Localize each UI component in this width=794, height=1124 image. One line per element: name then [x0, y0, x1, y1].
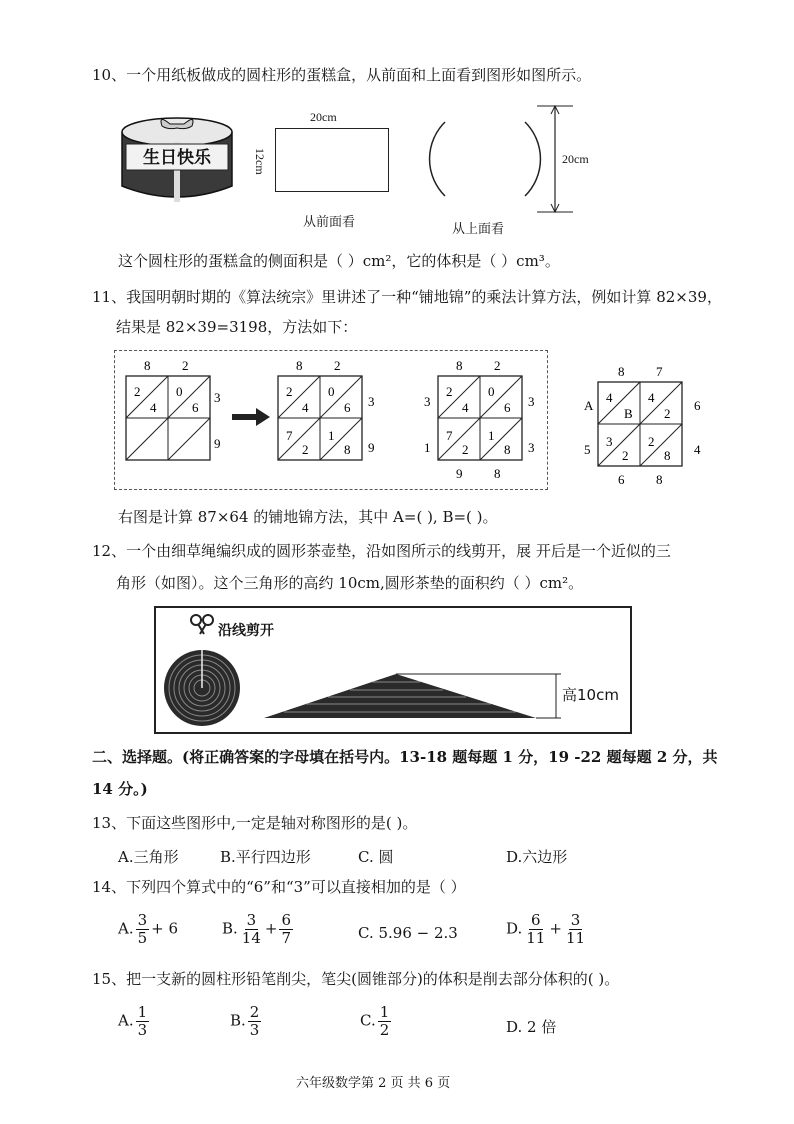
svg-text:5: 5: [584, 442, 591, 457]
scissors-icon: [191, 615, 213, 634]
q13-option-a: A.三角形: [118, 848, 179, 866]
svg-text:8: 8: [664, 448, 671, 463]
grid-87x64: [584, 364, 701, 487]
svg-text:3: 3: [606, 434, 613, 449]
q14-stem: 14、下列四个算式中的“6”和“3”可以直接相加的是（ ）: [92, 878, 466, 896]
svg-text:9: 9: [214, 436, 221, 451]
svg-text:3: 3: [528, 440, 535, 455]
top-diameter-label: 20cm: [562, 152, 589, 166]
grid-step-1: [126, 358, 221, 460]
pudijin-grids: [114, 356, 754, 496]
section2-heading-line2: 14 分。): [92, 780, 148, 798]
svg-text:6: 6: [504, 400, 511, 415]
svg-text:3: 3: [528, 394, 535, 409]
q14-option-a: A. $\frac{3}{5}$ + 6: [118, 911, 179, 947]
svg-text:4: 4: [648, 390, 655, 405]
front-caption: 从前面看: [303, 215, 356, 230]
svg-text:9: 9: [368, 440, 375, 455]
svg-text:6: 6: [618, 472, 625, 487]
q15-stem: 15、把一支新的圆柱形铅笔削尖，笔尖(圆锥部分)的体积是削去部分体积的( )。: [92, 970, 620, 988]
q13-stem: 13、下面这些图形中,一定是轴对称图形的是( )。: [92, 814, 418, 832]
svg-text:2: 2: [334, 358, 341, 373]
svg-text:4: 4: [694, 442, 701, 457]
svg-text:2: 2: [648, 434, 655, 449]
cake-box-illustration: [118, 112, 238, 208]
svg-text:6: 6: [344, 400, 351, 415]
cake-label: 生日快乐: [143, 148, 211, 167]
coiled-mat-circle: [164, 650, 240, 726]
svg-text:8: 8: [296, 358, 303, 373]
page-footer: 六年级数学第 2 页 共 6 页: [296, 1076, 451, 1091]
svg-text:2: 2: [462, 442, 469, 457]
top-caption: 从上面看: [452, 222, 505, 237]
svg-text:4: 4: [462, 400, 469, 415]
height-label: 高10cm: [562, 686, 619, 704]
svg-text:2: 2: [494, 358, 501, 373]
q13-option-c: C. 圆: [358, 848, 394, 866]
top-view-circle: [425, 100, 585, 222]
svg-text:8: 8: [504, 442, 511, 457]
svg-text:3: 3: [424, 394, 431, 409]
svg-text:8: 8: [456, 358, 463, 373]
section2-heading-line1: 二、选择题。(将正确答案的字母填在括号内。13-18 题每题 1 分，19 -22 题每题 2 分，共: [92, 748, 718, 766]
svg-text:8: 8: [656, 472, 663, 487]
svg-text:3: 3: [368, 394, 375, 409]
svg-text:8: 8: [144, 358, 151, 373]
svg-text:2: 2: [302, 442, 309, 457]
grid-step-3: [424, 358, 535, 481]
q14-option-c: C. 5.96 − 2.3: [358, 924, 458, 942]
front-height-label: 12cm: [253, 148, 267, 175]
svg-text:1: 1: [328, 428, 335, 443]
svg-text:4: 4: [150, 400, 157, 415]
grid-step-2: [278, 358, 375, 460]
svg-text:8: 8: [494, 466, 501, 481]
svg-text:2: 2: [446, 384, 453, 399]
q12-stem-line2: 角形（如图）。这个三角形的高约 10cm,圆形茶垫的面积约（ ）cm²。: [116, 574, 584, 592]
svg-text:7: 7: [286, 428, 293, 443]
svg-text:2: 2: [182, 358, 189, 373]
svg-text:0: 0: [488, 384, 495, 399]
q14-option-d: D. $\frac{6}{11}$ + $\frac{3}{11}$: [506, 911, 586, 947]
q11-stem-line2: 结果是 82×39=3198，方法如下：: [116, 318, 358, 336]
front-width-label: 20cm: [310, 110, 337, 124]
svg-text:B: B: [624, 406, 633, 421]
svg-text:2: 2: [134, 384, 141, 399]
svg-text:1: 1: [488, 428, 495, 443]
svg-text:3: 3: [214, 390, 221, 405]
svg-text:9: 9: [456, 466, 463, 481]
q10-answer-line: 这个圆柱形的蛋糕盒的侧面积是（ ）cm²，它的体积是（ ）cm³。: [118, 252, 560, 270]
svg-text:7: 7: [446, 428, 453, 443]
svg-text:2: 2: [664, 406, 671, 421]
front-view-rectangle: [275, 128, 389, 192]
unrolled-triangle: [264, 674, 536, 718]
q11-stem-line1: 11、我国明朝时期的《算法统宗》里讲述了一种“铺地锦”的乘法计算方法，例如计算 82×39，: [92, 288, 722, 306]
svg-text:4: 4: [606, 390, 613, 405]
q15-option-c: C. $\frac{1}{2}$: [360, 1003, 390, 1039]
svg-text:7: 7: [656, 364, 663, 379]
q12-stem-line1: 12、一个由细草绳编织成的圆形茶壶垫，沿如图所示的线剪开，展 开后是一个近似的三: [92, 542, 671, 560]
q10-stem: 10、一个用纸板做成的圆柱形的蛋糕盒，从前面和上面看到图形如图所示。: [92, 66, 592, 84]
q15-option-d: D. 2 倍: [506, 1018, 557, 1036]
q15-option-b: B. $\frac{2}{3}$: [230, 1003, 260, 1039]
svg-text:8: 8: [344, 442, 351, 457]
svg-text:0: 0: [176, 384, 183, 399]
q13-option-d: D.六边形: [506, 848, 568, 866]
svg-text:4: 4: [302, 400, 309, 415]
q11-answer-line: 右图是计算 87×64 的铺地锦方法，其中 A=( ), B=( )。: [118, 508, 498, 526]
svg-text:6: 6: [192, 400, 199, 415]
q13-option-b: B.平行四边形: [220, 848, 311, 866]
svg-text:6: 6: [694, 398, 701, 413]
cut-label: 沿线剪开: [218, 623, 274, 639]
q14-option-b: B. $\frac{3}{14}$ + $\frac{6}{7}$: [222, 911, 292, 947]
teapot-mat-figure: [154, 606, 632, 734]
svg-text:0: 0: [328, 384, 335, 399]
svg-text:2: 2: [286, 384, 293, 399]
svg-text:2: 2: [622, 448, 629, 463]
q15-option-a: A. $\frac{1}{3}$: [118, 1003, 148, 1039]
svg-text:A: A: [584, 398, 594, 413]
arrow-icon: [232, 408, 270, 426]
svg-text:8: 8: [618, 364, 625, 379]
svg-text:1: 1: [424, 440, 431, 455]
